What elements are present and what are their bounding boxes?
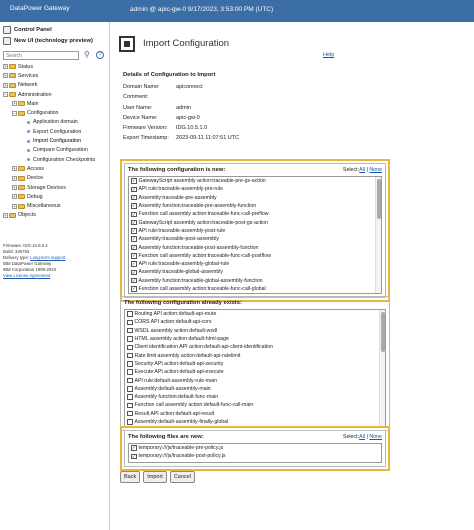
detail-row <box>123 105 239 115</box>
details-list <box>123 84 239 146</box>
tree-item-label: Access <box>27 165 45 172</box>
list-item <box>129 185 381 193</box>
checkbox-unchecked[interactable] <box>127 394 133 400</box>
select-all-link[interactable]: All <box>359 167 365 173</box>
tree-item-label: Device <box>27 175 44 182</box>
search-input[interactable] <box>3 51 79 60</box>
session-info: admin @ apic-gw-0 9/17/2023, 3:53:00 PM (UTC) <box>130 6 274 13</box>
list-item-label: Routing API action:default-api-route <box>134 311 217 318</box>
list-item-label: Result API action:default-api-result <box>134 410 215 417</box>
tree-item-label: Status <box>18 63 34 70</box>
new-ui-icon <box>3 37 11 45</box>
list-item-label: HTML assembly action:default-html-page <box>134 336 229 343</box>
checkbox-unchecked[interactable] <box>127 386 133 392</box>
sidebar <box>0 22 110 530</box>
back-button[interactable]: Back <box>120 471 140 483</box>
delivery-type-link[interactable]: Long-term support <box>30 255 66 260</box>
folder-icon <box>9 64 16 69</box>
select-label: Select: <box>342 434 360 440</box>
new-config-panel <box>120 159 390 302</box>
list-item <box>125 385 385 393</box>
new-config-items <box>129 177 381 293</box>
detail-row <box>123 94 239 104</box>
list-item <box>125 327 385 335</box>
checkbox-unchecked[interactable] <box>127 328 133 334</box>
list-item <box>129 444 381 452</box>
folder-icon <box>18 176 25 181</box>
detail-value: apiconnect <box>176 84 203 90</box>
checkbox-checked[interactable]: ✓ <box>132 453 136 459</box>
select-none-link[interactable]: None <box>369 434 382 440</box>
list-item <box>129 218 381 226</box>
list-item-label: Assembly:traceable-pre-assembly <box>138 194 217 201</box>
checkbox-unchecked[interactable] <box>127 353 133 359</box>
existing-config-title: The following configuration already exists: <box>124 300 242 306</box>
help-icon[interactable]: ? <box>96 51 104 59</box>
new-files-select <box>343 434 382 440</box>
list-item-label: Assembly function:traceable-pre-assembly-function <box>138 203 257 210</box>
new-config-list[interactable] <box>128 176 382 294</box>
list-item-label: Assembly:traceable-global-assembly <box>138 269 223 276</box>
existing-config-items <box>125 310 385 426</box>
new-files-items <box>129 444 381 461</box>
tree-item-application-domain[interactable] <box>3 118 109 127</box>
copyright-text-2: IBM Corporation 1999-2023 <box>3 267 57 272</box>
checkbox-checked[interactable]: ✓ <box>132 219 136 225</box>
list-item-label: API rule:traceable-assembly-global-rule <box>138 261 230 268</box>
tree-item-label: Main <box>27 100 39 107</box>
checkbox-unchecked[interactable] <box>127 403 133 409</box>
list-item <box>129 285 381 293</box>
expand-icon[interactable]: + <box>4 82 7 88</box>
list-item-label: Assembly:default-assembly-finally-global <box>134 419 229 425</box>
list-item-label: API rule:traceable-assembly-post-rule <box>138 227 226 234</box>
bullet-icon <box>27 121 30 124</box>
checkbox-checked[interactable]: ✓ <box>132 277 136 283</box>
tree-item-debug[interactable] <box>3 192 109 201</box>
tree-item-compare-configuration[interactable] <box>3 146 109 155</box>
checkbox-checked[interactable]: ✓ <box>132 261 136 267</box>
checkbox-checked[interactable]: ✓ <box>132 178 136 184</box>
import-button[interactable]: Import <box>143 471 167 483</box>
folder-icon <box>9 83 16 88</box>
checkbox-checked[interactable]: ✓ <box>132 228 136 234</box>
new-config-title: The following configuration is new: <box>128 167 226 173</box>
list-item <box>125 360 385 368</box>
tree-item-label: Export Configuration <box>33 128 82 135</box>
checkbox-checked[interactable]: ✓ <box>132 186 136 192</box>
license-link[interactable]: View License Agreement <box>3 273 51 278</box>
list-item-label: API rule:default-assembly-rule-main <box>134 377 217 384</box>
folder-icon <box>9 73 16 78</box>
brand-title: DataPower Gateway <box>10 5 70 12</box>
list-item-label: Assembly:default-assembly-main <box>134 385 211 392</box>
list-item-label: Function call assembly action:traceable-func-call-preflow <box>138 211 269 218</box>
detail-row <box>123 125 239 135</box>
checkbox-checked[interactable]: ✓ <box>132 211 136 217</box>
detail-value: IDG.10.5.1.0 <box>176 125 208 132</box>
list-item <box>125 335 385 343</box>
checkbox-checked[interactable]: ✓ <box>132 236 136 242</box>
list-item <box>129 277 381 285</box>
bullet-icon <box>27 140 30 143</box>
tree-item-device[interactable] <box>3 174 109 183</box>
list-item <box>125 418 385 426</box>
checkbox-checked[interactable]: ✓ <box>132 194 136 200</box>
tree-item-network[interactable] <box>3 81 109 90</box>
new-config-select <box>343 167 382 173</box>
main-content <box>111 22 474 530</box>
checkbox-checked[interactable]: ✓ <box>132 253 136 259</box>
page-title: Import Configuration <box>143 38 230 49</box>
new-files-title: The following files are new: <box>128 434 204 440</box>
tree-item-access[interactable] <box>3 164 109 173</box>
list-item-label: Function call assembly action:traceable-func-call-postflow <box>138 252 271 259</box>
expand-icon[interactable]: + <box>13 185 16 190</box>
folder-icon <box>18 194 25 199</box>
new-ui-link[interactable] <box>3 37 93 45</box>
cancel-button[interactable]: Cancel <box>170 471 195 483</box>
tree-item-label: Application domain <box>33 119 78 126</box>
details-title: Details of Configuration to Import <box>123 72 216 78</box>
expand-icon[interactable]: + <box>13 203 16 209</box>
tree-item-label: Administration <box>18 91 52 98</box>
folder-icon <box>18 204 25 209</box>
import-config-icon <box>119 36 135 52</box>
detail-key: Comment: <box>123 94 149 101</box>
checkbox-checked[interactable]: ✓ <box>132 244 136 250</box>
expand-icon[interactable]: + <box>13 166 16 172</box>
list-item-label: CORS API action:default-api-cors <box>134 319 212 326</box>
tree-item-export-configuration[interactable] <box>3 127 109 136</box>
help-link[interactable]: Help <box>323 52 335 58</box>
tree-item-label: Compare Configuration <box>33 147 88 154</box>
expand-icon[interactable]: + <box>4 212 7 218</box>
detail-key: Device Name: <box>123 114 158 121</box>
checkbox-unchecked[interactable] <box>127 419 133 425</box>
checkbox-unchecked[interactable] <box>127 369 133 375</box>
folder-icon <box>9 213 16 218</box>
select-all-link[interactable]: All <box>359 434 365 440</box>
list-item-label: Assembly function:traceable-post-assembly-function <box>138 244 259 251</box>
list-item <box>125 343 385 351</box>
list-item-label: GatewayScript assembly action:traceable-post-gs-action <box>138 219 268 226</box>
checkbox-unchecked[interactable] <box>127 320 133 326</box>
detail-row <box>123 84 239 94</box>
tree-item-label: Miscellaneous <box>27 203 61 210</box>
tree-item-label: Configuration <box>27 110 59 117</box>
checkbox-checked[interactable]: ✓ <box>132 286 136 292</box>
scrollbar[interactable] <box>379 310 385 426</box>
scrollbar-thumb[interactable] <box>381 312 385 352</box>
firmware-text: Firmware: IDG.10.5.0.4 <box>3 243 48 248</box>
list-item-label: Execute API action:default-api-execute <box>134 369 224 376</box>
detail-key: Firmware Version: <box>123 125 168 132</box>
control-panel-icon <box>3 26 11 34</box>
list-item-label: Assembly:traceable-post-assembly <box>138 236 219 243</box>
bullet-icon <box>27 158 30 161</box>
tree-item-objects[interactable] <box>3 211 109 220</box>
tree-item-import-configuration[interactable] <box>3 136 109 145</box>
list-item-label: Function call assembly action:traceable-func-call-global <box>138 286 266 292</box>
tree-item-label: Debug <box>27 193 43 200</box>
detail-key: User Name: <box>123 104 153 111</box>
list-item-label: WSDL assembly action:default-wsdl <box>134 327 218 334</box>
folder-icon <box>18 185 25 190</box>
control-panel-link[interactable] <box>3 26 52 34</box>
collapse-icon[interactable]: − <box>4 92 7 98</box>
list-item <box>129 243 381 251</box>
select-separator: | <box>365 167 370 173</box>
list-item <box>129 268 381 276</box>
tree-item-services[interactable] <box>3 71 109 80</box>
tree-item-main[interactable] <box>3 99 109 108</box>
tree-item-label: Configuration Checkpoints <box>33 156 96 163</box>
new-ui-label: New UI (technology preview) <box>14 38 93 44</box>
new-files-panel <box>120 426 390 471</box>
list-item <box>125 376 385 384</box>
detail-row <box>123 115 239 125</box>
checkbox-unchecked[interactable] <box>127 411 133 417</box>
list-item <box>129 202 381 210</box>
list-item <box>129 177 381 185</box>
checkbox-checked[interactable]: ✓ <box>132 269 136 275</box>
list-item <box>129 260 381 268</box>
existing-config-list[interactable] <box>124 309 386 427</box>
scrollbar-thumb[interactable] <box>377 179 381 219</box>
list-item-label: temporary:///js/traceable-post-policy.js <box>138 453 226 460</box>
list-item <box>129 452 381 460</box>
list-item <box>125 368 385 376</box>
tree-item-label: Import Configuration <box>33 138 81 145</box>
tree-item-storage-devices[interactable] <box>3 183 109 192</box>
select-label: Select: <box>342 167 360 173</box>
list-item <box>129 252 381 260</box>
list-item-label: Rate limit assembly action:default-api-ratelimit <box>134 352 241 359</box>
checkbox-unchecked[interactable] <box>127 378 133 384</box>
control-panel-label: Control Panel <box>14 27 52 33</box>
detail-key: Domain Name: <box>123 84 160 90</box>
folder-icon <box>18 166 25 171</box>
detail-key: Export Timestamp: <box>123 135 169 142</box>
build-text: Build: 346793 <box>3 249 30 254</box>
list-item <box>129 235 381 243</box>
bullet-icon <box>27 149 30 152</box>
tree-item-label: Services <box>18 72 39 79</box>
tree-item-status[interactable] <box>3 62 109 71</box>
navigation-tree <box>3 62 109 220</box>
expand-icon[interactable]: + <box>4 64 7 70</box>
list-item-label: Client identification API action:default-api-client-identification <box>134 344 273 351</box>
checkbox-checked[interactable]: ✓ <box>132 445 136 451</box>
tree-item-administration[interactable] <box>3 90 109 99</box>
list-item-label: Assembly function:default-func-main <box>134 394 219 401</box>
collapse-icon[interactable]: − <box>13 110 16 116</box>
tree-item-miscellaneous[interactable] <box>3 201 109 210</box>
tree-item-label: Objects <box>18 212 36 219</box>
checkbox-unchecked[interactable] <box>127 361 133 367</box>
folder-icon <box>18 111 25 116</box>
sidebar-footer <box>3 243 65 279</box>
expand-icon[interactable]: + <box>13 101 16 107</box>
bullet-icon <box>27 130 30 133</box>
action-buttons <box>120 471 195 483</box>
list-item-label: Assembly function:traceable-global-assembly-function <box>138 277 263 284</box>
list-item-label: GatewayScript assembly action:traceable-pre-gs-action <box>138 178 266 185</box>
list-item-label: API rule:traceable-assembly-pre-rule <box>138 186 223 193</box>
expand-icon[interactable]: + <box>13 194 16 200</box>
tree-item-label: Network <box>18 82 38 89</box>
select-separator: | <box>365 434 370 440</box>
list-item <box>129 210 381 218</box>
list-item-label: Function call assembly action:default-func-call-main <box>134 402 254 409</box>
detail-value: 2023-09-11 11:07:51 UTC <box>176 135 240 142</box>
delivery-type-label: Delivery type: <box>3 255 31 260</box>
expand-icon[interactable]: + <box>13 175 16 181</box>
tree-item-configuration-checkpoints[interactable] <box>3 155 109 164</box>
search-icon[interactable]: ⚲ <box>84 50 90 59</box>
list-item <box>129 194 381 202</box>
scrollbar[interactable] <box>375 177 381 293</box>
list-item <box>125 351 385 359</box>
new-files-list[interactable] <box>128 443 382 463</box>
folder-icon <box>9 92 16 97</box>
copyright-text: IBM DataPower Gateway <box>3 261 52 266</box>
list-item <box>125 410 385 418</box>
list-item <box>125 393 385 401</box>
detail-value: admin <box>176 104 191 111</box>
checkbox-unchecked[interactable] <box>127 311 133 317</box>
detail-value: apic-gw-0 <box>176 114 200 121</box>
checkbox-unchecked[interactable] <box>127 336 133 342</box>
checkbox-unchecked[interactable] <box>127 345 133 351</box>
list-item <box>125 401 385 409</box>
tree-item-label: Storage Devices <box>27 184 66 191</box>
expand-icon[interactable]: + <box>4 73 7 79</box>
list-item <box>125 310 385 318</box>
checkbox-checked[interactable]: ✓ <box>132 203 136 209</box>
top-bar <box>0 0 474 22</box>
list-item-label: temporary:///js/traceable-pre-policy.js <box>138 445 224 452</box>
select-none-link[interactable]: None <box>369 167 382 173</box>
list-item <box>125 318 385 326</box>
tree-item-configuration[interactable] <box>3 108 109 117</box>
folder-icon <box>18 101 25 106</box>
detail-row <box>123 135 239 145</box>
list-item-label: Security API action:default-api-security <box>134 360 224 367</box>
existing-config-panel <box>120 296 390 431</box>
list-item <box>129 227 381 235</box>
